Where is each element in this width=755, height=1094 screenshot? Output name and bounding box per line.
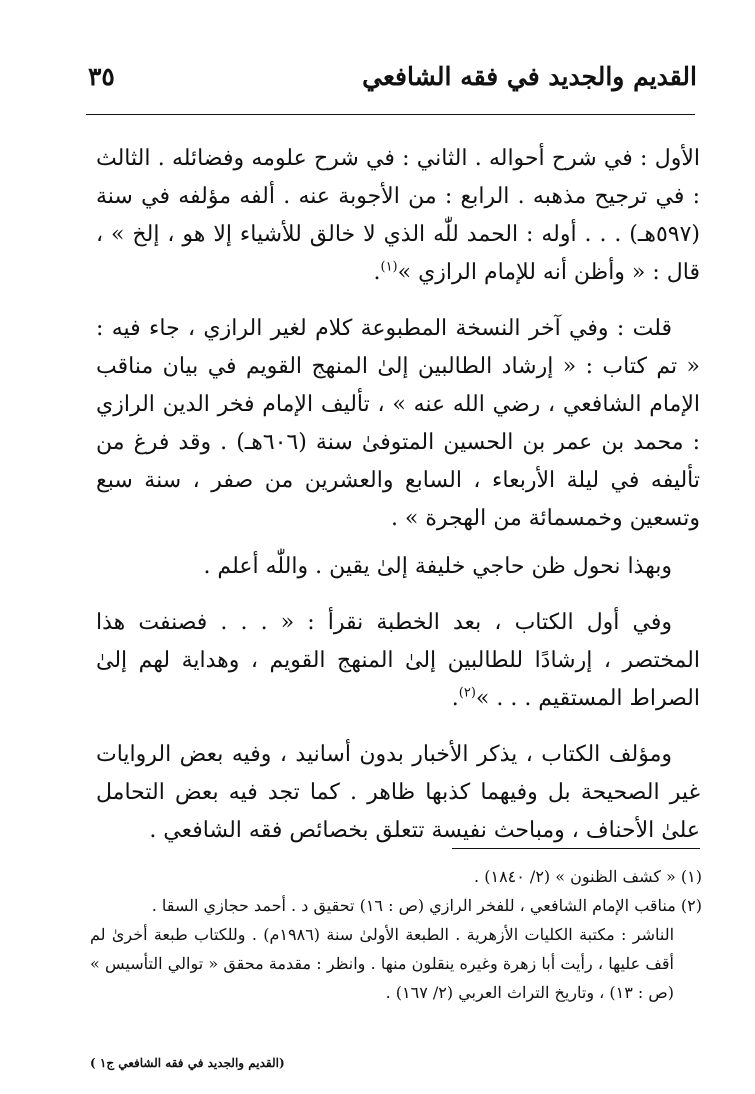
paragraph-4-end: .	[451, 686, 459, 711]
paragraph-3: وبهذا نحول ظن حاجي خليفة إلىٰ يقين . واللّٰه أعلم .	[203, 554, 672, 579]
running-header	[88, 62, 697, 102]
footnote-ref-2: (٢)	[458, 685, 476, 701]
paragraph-5: ومؤلف الكتاب ، يذكر الأخبار بدون أسانيد ، وفيه بعض الروايات غير الصحيحة بل وفيهما كذبها ظاهر . كما تجد فيه بعض التحامل علىٰ الأحناف ، ومباحث نفيسة تتعلق بخصائص فقه الشافعي .	[96, 742, 700, 843]
header-rule	[86, 114, 695, 115]
footnote-rule	[452, 848, 700, 849]
footnote-2-continued: الناشر : مكتبة الكليات الأزهرية . الطبعة الأولىٰ سنة (١٩٨٦م) . وللكتاب طبعة أخرىٰ لم أقف عليها ، رأيت أبا زهرة وغيره ينقلون منها . وانظر : مقدمة محقق « توالي التأسيس » (ص : ١٣) ، وتاريخ التراث العربي (٢/ ١٦٧) .	[90, 925, 675, 1002]
paragraph-1	[96, 140, 700, 292]
page-number: ٣٥	[88, 62, 115, 91]
paragraph-1-end: .	[373, 260, 381, 285]
paragraph-2: قلت : وفي آخر النسخة المطبوعة كلام لغير الرازي ، جاء فيه : « تم كتاب : « إرشاد الطالبين إلىٰ المنهج القويم في بيان مناقب الإمام الشافعي ، رضي الله عنه » ، تأليف الإمام فخر الدين الرازي : محمد بن عمر بن الحسين المتوفىٰ سنة (٦٠٦هـ) . وقد فرغ من تأليفه في ليلة الأربعاء ، السابع والعشرين من صفر ، سنة سبع وتسعين وخمسمائة من الهجرة » .	[96, 316, 700, 531]
running-title: القديم والجديد في فقه الشافعي	[362, 62, 697, 91]
paragraph-4	[96, 604, 700, 718]
main-text	[96, 140, 700, 860]
footnote-2: (٢) مناقب الإمام الشافعي ، للفخر الرازي (ص : ١٦) تحقيق د . أحمد حجازي السقا .	[151, 896, 702, 915]
footnote-1: (١) « كشف الظنون » (٢/ ١٨٤٠) .	[474, 867, 702, 886]
footnote-ref-1: (١)	[380, 259, 398, 275]
footnotes	[90, 862, 702, 1007]
paragraph-4-text: وفي أول الكتاب ، بعد الخطبة نقرأ : « . . . فصنفت هذا المختصر ، إرشادًا للطالبين إلىٰ المنهج القويم ، وهداية لهم إلىٰ الصراط المستقيم . . . »	[96, 610, 700, 711]
paragraph-1-text: الأول : في شرح أحواله . الثاني : في شرح علومه وفضائله . الثالث : في ترجيح مذهبه . الرابع : من الأجوبة عنه . ألفه مؤلفه في سنة (٥٩٧هـ) . . . أوله : الحمد للّٰه الذي لا خالق للأشياء إلا هو ، إلخ » ، قال : « وأظن أنه للإمام الرازي »	[96, 146, 700, 285]
book-volume-tag: (القديم والجديد في فقه الشافعي ج١ )	[90, 1056, 285, 1070]
